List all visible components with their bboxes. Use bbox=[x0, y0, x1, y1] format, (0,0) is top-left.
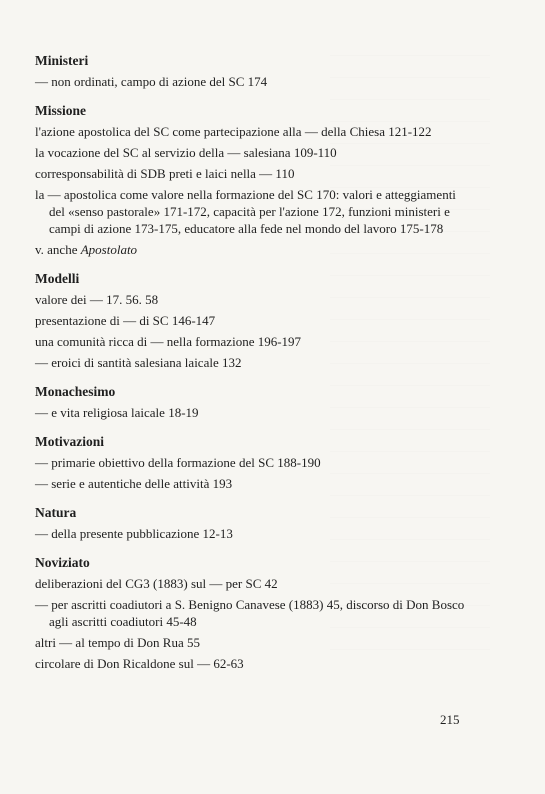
page-number: 215 bbox=[440, 712, 460, 727]
entry-line: — e vita religiosa laicale 18-19 bbox=[35, 405, 199, 420]
entry-heading: Monachesimo bbox=[35, 384, 116, 399]
entry-line: — non ordinati, campo di azione del SC 174 bbox=[35, 74, 268, 89]
entry-line: altri — al tempo di Don Rua 55 bbox=[35, 635, 201, 650]
entry-line: l'azione apostolica del SC come partecipazione alla — della Chiesa 121-122 bbox=[35, 124, 432, 139]
entry-line: — eroici di santità salesiana laicale 132 bbox=[35, 355, 242, 370]
entry-heading: Noviziato bbox=[35, 555, 90, 570]
entry-heading: Ministeri bbox=[35, 53, 89, 68]
index-entry-monachesimo bbox=[35, 383, 475, 421]
index-entry-missione bbox=[35, 102, 475, 258]
index-entry-ministeri bbox=[35, 52, 475, 90]
index-content bbox=[35, 52, 475, 684]
entry-heading: Modelli bbox=[35, 271, 80, 286]
entry-line: — serie e autentiche delle attività 193 bbox=[35, 476, 233, 491]
entry-line: presentazione di — di SC 146-147 bbox=[35, 313, 216, 328]
entry-line: — per ascritti coadiutori a S. Benigno Canavese (1883) 45, discorso di Don Bosco agli ascritti coadiutori 45-48 bbox=[35, 597, 465, 629]
entry-line: circolare di Don Ricaldone sul — 62-63 bbox=[35, 656, 244, 671]
index-entry-modelli bbox=[35, 270, 475, 371]
entry-heading: Natura bbox=[35, 505, 77, 520]
see-also-prefix: v. anche bbox=[35, 242, 78, 257]
see-also-target: Apostolato bbox=[80, 242, 138, 257]
entry-line: corresponsabilità di SDB preti e laici nella — 110 bbox=[35, 166, 295, 181]
entry-heading: Missione bbox=[35, 103, 87, 118]
entry-heading: Motivazioni bbox=[35, 434, 104, 449]
entry-line: — primarie obiettivo della formazione del SC 188-190 bbox=[35, 455, 321, 470]
index-entry-natura bbox=[35, 504, 475, 542]
entry-line: una comunità ricca di — nella formazione 196-197 bbox=[35, 334, 302, 349]
entry-line: la vocazione del SC al servizio della — salesiana 109-110 bbox=[35, 145, 337, 160]
entry-line: valore dei — 17. 56. 58 bbox=[35, 292, 159, 307]
index-entry-motivazioni bbox=[35, 433, 475, 492]
entry-line: deliberazioni del CG3 (1883) sul — per SC 42 bbox=[35, 576, 278, 591]
entry-line-see-also bbox=[35, 241, 475, 258]
entry-line: — della presente pubblicazione 12-13 bbox=[35, 526, 233, 541]
entry-line: la — apostolica come valore nella formazione del SC 170: valori e atteggiamenti del «senso pastorale» 171-172, capacità per l'azione 172, funzioni ministeri e campi di azione 173-175, educatore alla fede nel mondo del lavoro 175-178 bbox=[35, 187, 456, 236]
index-entry-noviziato bbox=[35, 554, 475, 672]
